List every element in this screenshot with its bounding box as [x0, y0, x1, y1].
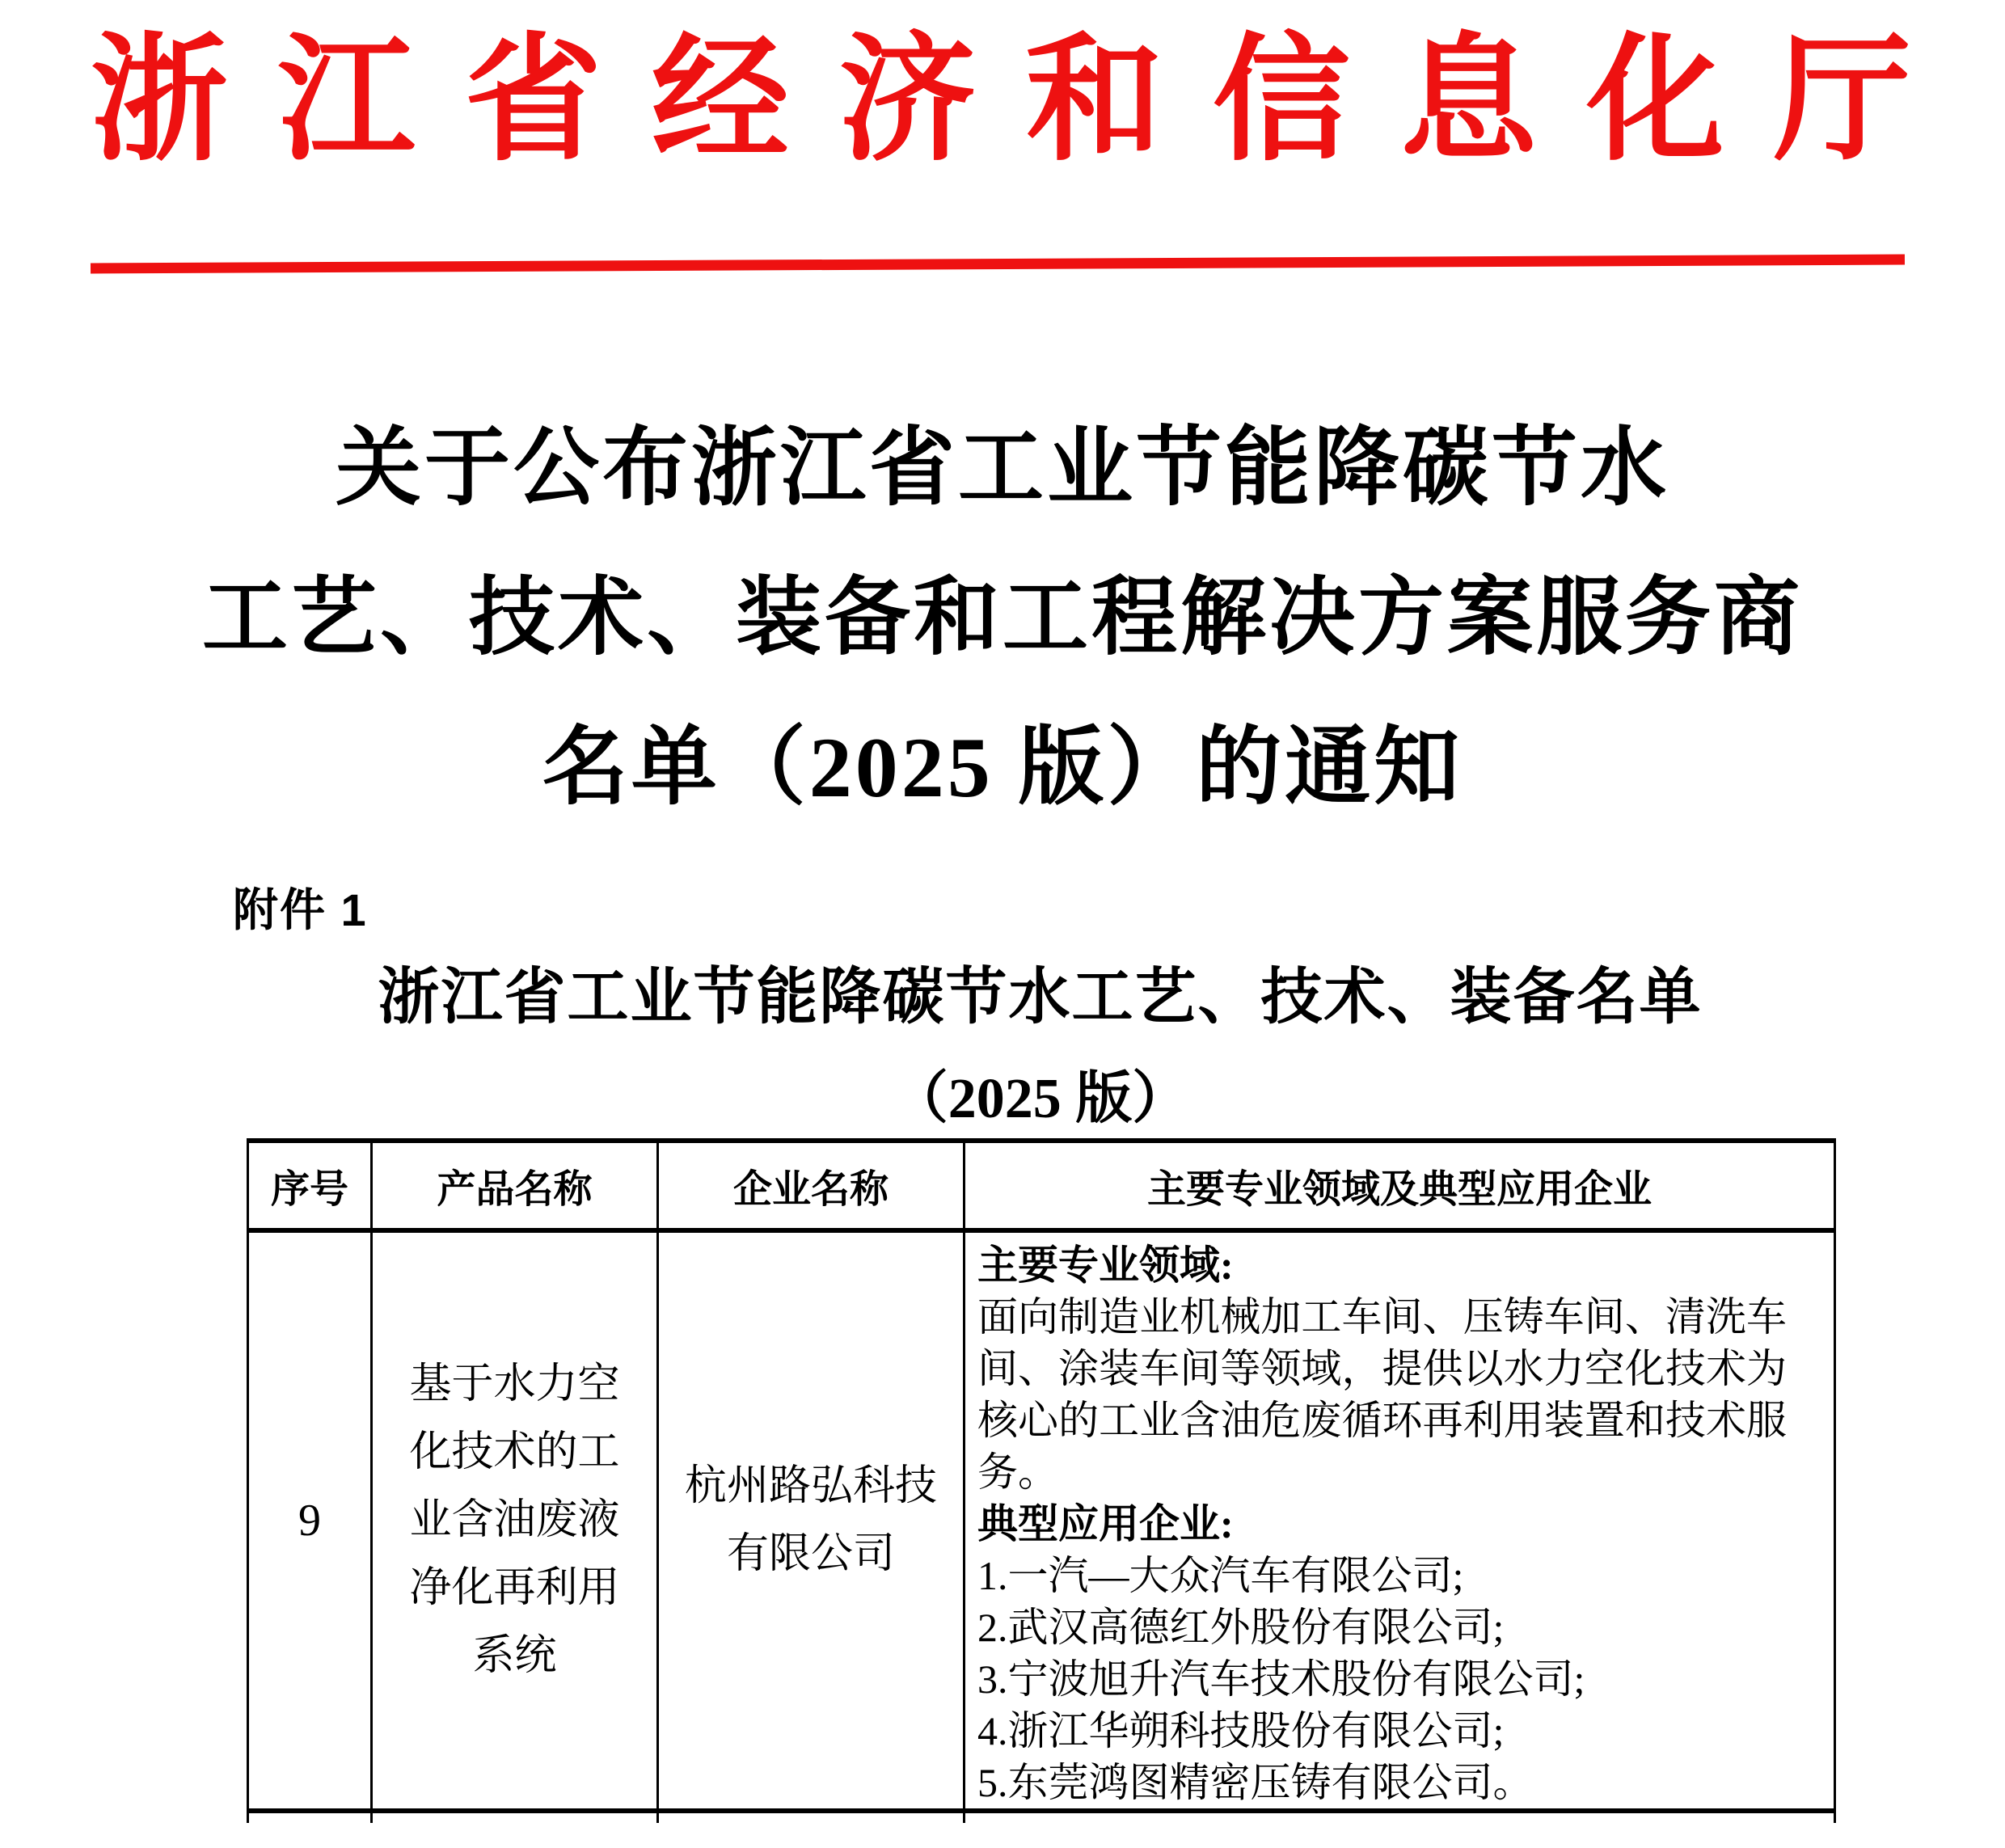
product-name-cell — [372, 1230, 658, 1811]
letterhead-character: 信 — [1212, 24, 1350, 177]
letterhead-character: 浙 — [91, 24, 229, 177]
applications-label: 典型应用企业: — [977, 1501, 1234, 1546]
attachment-label: 附件 1 — [233, 884, 368, 935]
company-name-text: 杭州路弘科技有限公司 — [684, 1463, 937, 1577]
letterhead-character: 江 — [277, 24, 416, 177]
next-row-cutoff — [248, 1811, 1835, 1823]
column-header-company: 企业名称 — [658, 1141, 965, 1230]
application-item: 3.宁波旭升汽车技术股份有限公司; — [977, 1656, 1585, 1702]
letterhead-character: 经 — [651, 24, 789, 177]
equipment-list-table — [247, 1138, 1836, 1823]
table-header-row — [248, 1141, 1835, 1230]
attachment-subtitle: （2025 版） — [891, 1068, 1189, 1130]
column-header-details: 主要专业领域及典型应用企业 — [965, 1141, 1835, 1230]
row-index-cell: 9 — [248, 1230, 372, 1811]
table-row — [248, 1230, 1835, 1811]
application-item: 2.武汉高德红外股份有限公司; — [977, 1605, 1505, 1650]
application-item: 4.浙江华朔科技股份有限公司; — [977, 1708, 1505, 1753]
letterhead-character: 厅 — [1773, 24, 1911, 177]
letterhead-divider-rule — [91, 255, 1905, 274]
letterhead-character: 和 — [1025, 24, 1163, 177]
application-item: 5.东莞鸿图精密压铸有限公司。 — [977, 1760, 1534, 1805]
letterhead-character: 省 — [464, 24, 602, 177]
letterhead-character: 息 — [1399, 24, 1538, 177]
notice-title — [0, 394, 2005, 842]
column-header-index: 序号 — [248, 1141, 372, 1230]
letterhead-character: 化 — [1586, 24, 1724, 177]
notice-title-line-3: 名单（2025 版）的通知 — [542, 720, 1463, 815]
company-name-cell — [658, 1230, 965, 1811]
notice-title-line-2: 工艺、技术、装备和工程解决方案服务商 — [202, 571, 1803, 665]
application-item: 1.一汽—大众汽车有限公司; — [977, 1553, 1464, 1598]
field-areas-label: 主要专业领域: — [977, 1243, 1234, 1288]
product-name-text: 基于水力空化技术的工业含油废液净化再利用系统 — [409, 1361, 620, 1679]
letterhead-character: 济 — [838, 24, 977, 177]
notice-title-line-1: 关于公布浙江省工业节能降碳节水 — [336, 421, 1669, 516]
agency-letterhead — [91, 18, 1911, 184]
details-content — [965, 1233, 1834, 1808]
attachment-title: 浙江省工业节能降碳节水工艺、技术、装备名单 — [378, 964, 1703, 1032]
details-cell — [965, 1230, 1835, 1811]
column-header-product: 产品名称 — [372, 1141, 658, 1230]
field-areas-text: 面向制造业机械加工车间、压铸车间、清洗车间、涂装车间等领域，提供以水力空化技术为核心的工业含油危废循环再利用装置和技术服务。 — [977, 1294, 1787, 1495]
